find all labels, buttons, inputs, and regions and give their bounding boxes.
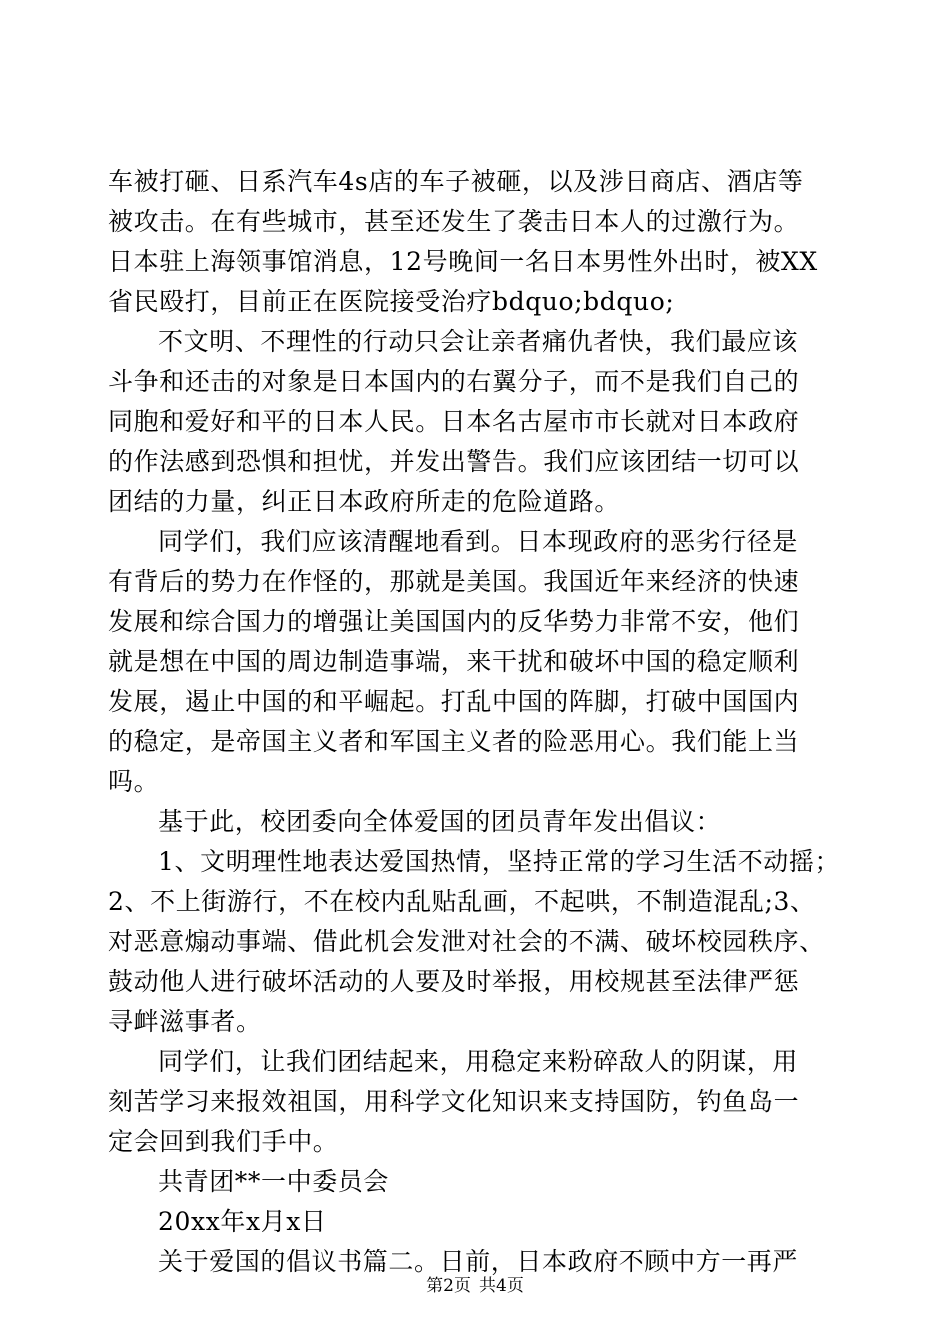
text-line: 就是想在中国的周边制造事端，来干扰和破坏中国的稳定顺利: [108, 647, 800, 676]
text-line: 基于此，校团委向全体爱国的团员青年发出倡议：: [158, 807, 722, 836]
text-line: 吗。: [108, 767, 160, 796]
text-line: 发展，遏止中国的和平崛起。打乱中国的阵脚，打破中国国内: [108, 687, 800, 716]
text-line: 同胞和爱好和平的日本人民。日本名古屋市市长就对日本政府: [108, 407, 800, 436]
text-line: 定会回到我们手中。: [108, 1127, 339, 1156]
text-line: 同学们，我们应该清醒地看到。日本现政府的恶劣行径是: [158, 527, 799, 556]
page-number: 第2页: [426, 1276, 471, 1296]
text-line: 2、不上街游行，不在校内乱贴乱画，不起哄，不制造混乱;3、: [108, 887, 816, 916]
text-line: 被攻击。在有些城市，甚至还发生了袭击日本人的过激行为。: [108, 207, 800, 236]
text-line: 省民殴打，目前正在医院接受治疗bdquo;bdquo;: [108, 287, 675, 316]
text-line: 不文明、不理性的行动只会让亲者痛仇者快，我们最应该: [158, 327, 799, 356]
text-line: 刻苦学习来报效祖国，用科学文化知识来支持国防，钓鱼岛一: [108, 1087, 800, 1116]
text-line: 发展和综合国力的增强让美国国内的反华势力非常不安，他们: [108, 607, 800, 636]
text-line: 车被打砸、日系汽车4s店的车子被砸，以及涉日商店、酒店等: [108, 167, 804, 196]
text-line: 共青团**一中委员会: [158, 1167, 390, 1196]
text-line: 的稳定，是帝国主义者和军国主义者的险恶用心。我们能上当: [108, 727, 800, 756]
text-line: 20xx年x月x日: [158, 1207, 327, 1236]
text-line: 团结的力量，纠正日本政府所走的危险道路。: [108, 487, 621, 516]
text-line: 的作法感到恐惧和担忧，并发出警告。我们应该团结一切可以: [108, 447, 800, 476]
page-footer: [0, 1274, 950, 1298]
text-line: 对恶意煽动事端、借此机会发泄对社会的不满、破坏校园秩序、: [108, 927, 825, 956]
text-line: 斗争和还击的对象是日本国内的右翼分子，而不是我们自己的: [108, 367, 800, 396]
text-line: 有背后的势力在作怪的，那就是美国。我国近年来经济的快速: [108, 567, 800, 596]
text-line: 关于爱国的倡议书篇二。日前，日本政府不顾中方一再严: [158, 1247, 799, 1276]
text-line: 寻衅滋事者。: [108, 1007, 262, 1036]
text-line: 日本驻上海领事馆消息，12号晚间一名日本男性外出时，被XX: [108, 247, 818, 276]
text-line: 同学们，让我们团结起来，用稳定来粉碎敌人的阴谋，用: [158, 1047, 799, 1076]
text-line: 鼓动他人进行破坏活动的人要及时举报，用校规甚至法律严惩: [108, 967, 800, 996]
text-line: 1、文明理性地表达爱国热情，坚持正常的学习生活不动摇；: [158, 847, 841, 876]
page-total: 共4页: [479, 1276, 524, 1296]
